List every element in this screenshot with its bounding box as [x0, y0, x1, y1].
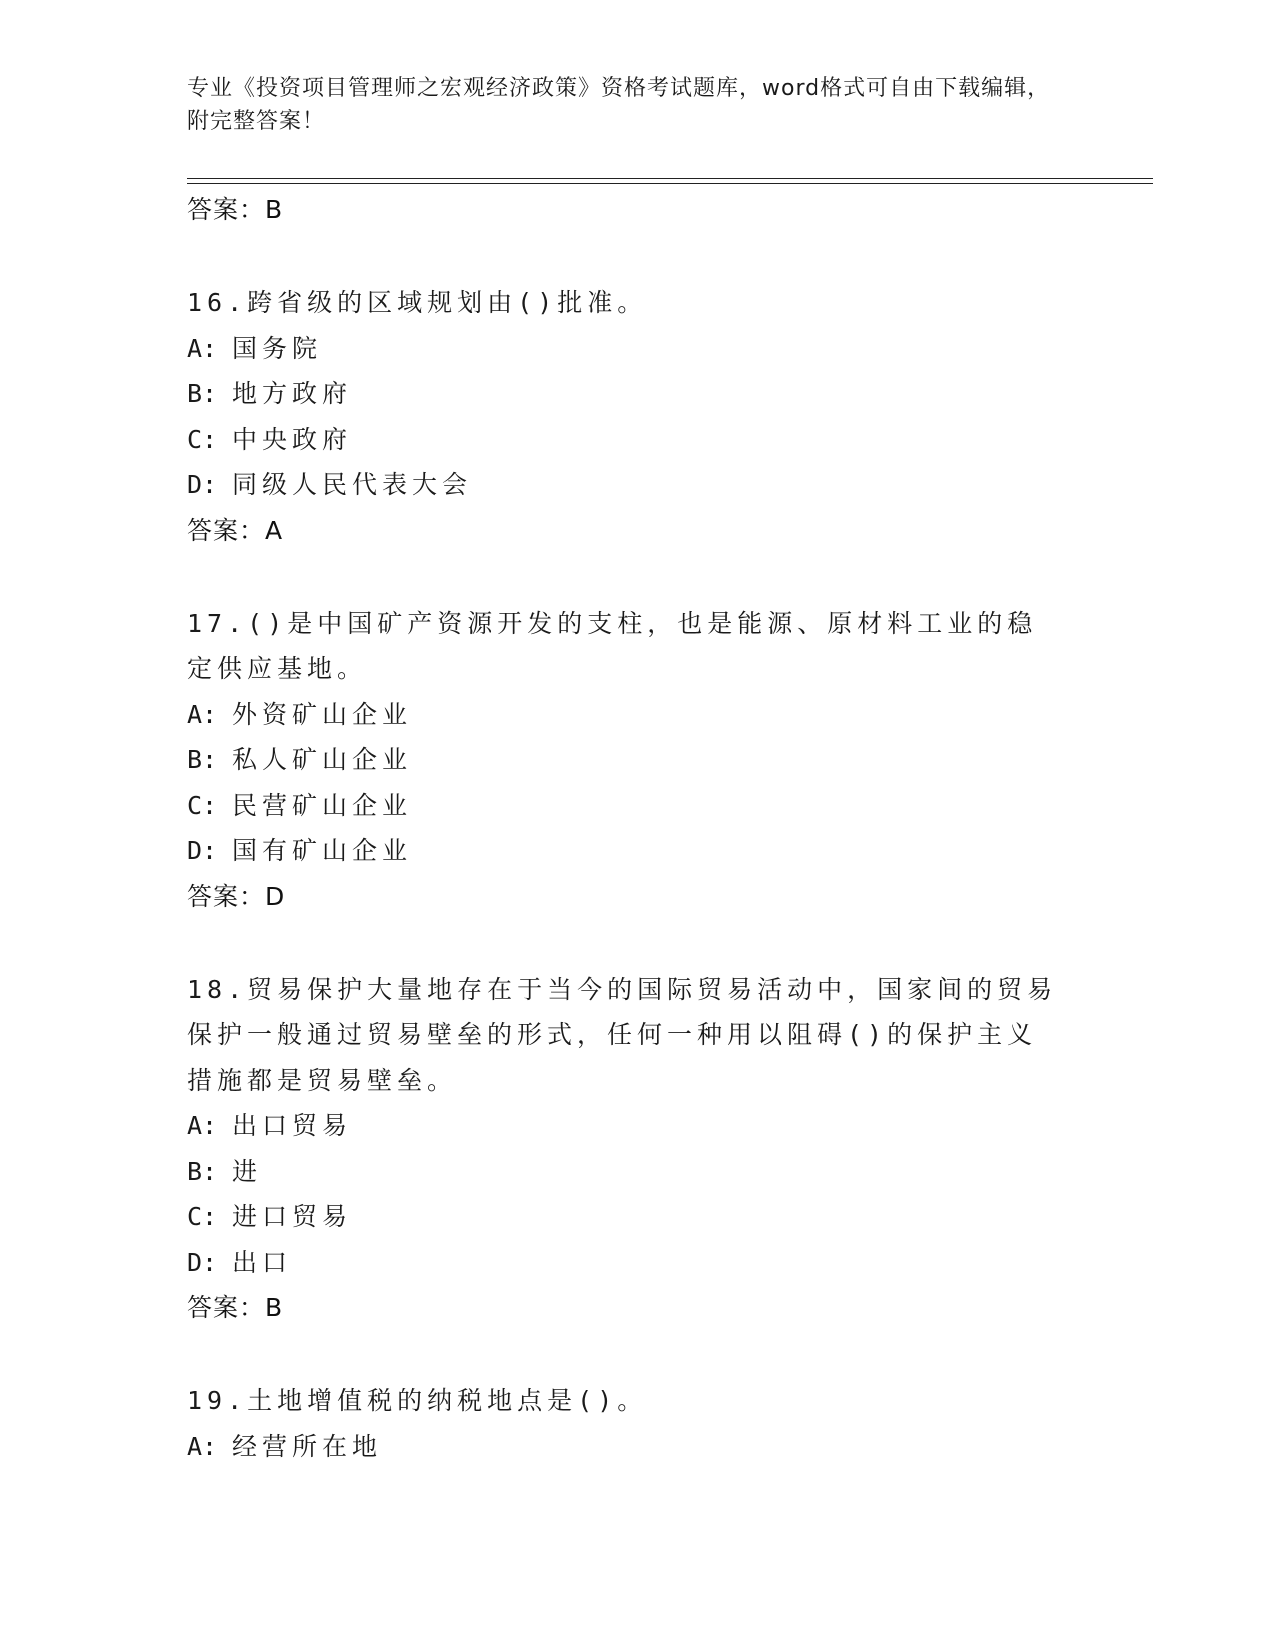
option-text: 中央政府 — [232, 424, 353, 454]
option-letter: B: — [187, 745, 218, 774]
answer-line: 答案：B — [187, 1293, 284, 1322]
option-text: 经营所在地 — [232, 1431, 383, 1461]
option-b — [187, 1149, 1087, 1195]
option-text: 进 — [232, 1156, 263, 1186]
question-number: 17. — [187, 608, 248, 638]
question-16 — [187, 280, 1087, 554]
option-text: 民营矿山企业 — [232, 790, 413, 820]
question-number: 18. — [187, 974, 248, 1004]
question-19 — [187, 1378, 1087, 1469]
option-d — [187, 828, 1087, 874]
option-letter: B: — [187, 1156, 218, 1186]
option-a — [187, 1103, 1087, 1149]
answer-line: 答案：A — [187, 515, 284, 545]
option-a — [187, 1424, 1087, 1470]
option-letter: D: — [187, 836, 218, 865]
option-text: 出口贸易 — [232, 1111, 353, 1140]
option-text: 出口 — [232, 1247, 293, 1277]
option-letter: A: — [187, 333, 218, 363]
option-letter: C: — [187, 1202, 218, 1231]
question-text — [187, 601, 1067, 692]
option-c — [187, 1194, 1087, 1240]
option-text: 外资矿山企业 — [232, 699, 413, 729]
answer-line: 答案：D — [187, 881, 286, 911]
answer-line: 答案：B — [187, 195, 284, 224]
option-text: 国务院 — [232, 333, 323, 363]
option-text: 同级人民代表大会 — [232, 470, 473, 499]
header-rule-bottom — [187, 183, 1153, 184]
option-letter: D: — [187, 470, 218, 499]
option-text: 地方政府 — [232, 379, 353, 408]
question-body: 跨省级的区域规划由()批准。 — [247, 288, 648, 317]
option-a — [187, 692, 1087, 738]
option-letter: A: — [187, 1111, 218, 1140]
option-c — [187, 417, 1087, 463]
option-b — [187, 371, 1087, 417]
option-letter: D: — [187, 1247, 218, 1277]
question-list — [187, 187, 1087, 1469]
question-text — [187, 280, 1067, 326]
question-body: ()是中国矿产资源开发的支柱，也是能源、原材料工业的稳定供应基地。 — [187, 608, 1038, 683]
question-17 — [187, 601, 1087, 920]
question-text — [187, 1378, 1067, 1424]
option-text: 国有矿山企业 — [232, 836, 413, 865]
option-letter: A: — [187, 1431, 218, 1461]
option-letter: A: — [187, 699, 218, 729]
question-number: 16. — [187, 288, 248, 317]
option-letter: C: — [187, 424, 218, 454]
question-18 — [187, 967, 1087, 1332]
document-header: 专业《投资项目管理师之宏观经济政策》资格考试题库，word格式可自由下载编辑，附完整答案！ — [187, 76, 1051, 134]
option-text: 私人矿山企业 — [232, 745, 413, 774]
option-a — [187, 326, 1087, 372]
header-rule-top — [187, 178, 1153, 179]
option-c — [187, 783, 1087, 829]
option-letter: C: — [187, 790, 218, 820]
option-d — [187, 462, 1087, 508]
option-letter: B: — [187, 379, 218, 408]
question-text — [187, 967, 1067, 1104]
option-d — [187, 1240, 1087, 1286]
question-body: 土地增值税的纳税地点是()。 — [247, 1386, 648, 1415]
question-body: 贸易保护大量地存在于当今的国际贸易活动中，国家间的贸易保护一般通过贸易壁垒的形式，任何一种用以阻碍()的保护主义措施都是贸易壁垒。 — [187, 974, 1058, 1095]
option-text: 进口贸易 — [232, 1202, 353, 1231]
option-b — [187, 737, 1087, 783]
question-number: 19. — [187, 1386, 248, 1415]
